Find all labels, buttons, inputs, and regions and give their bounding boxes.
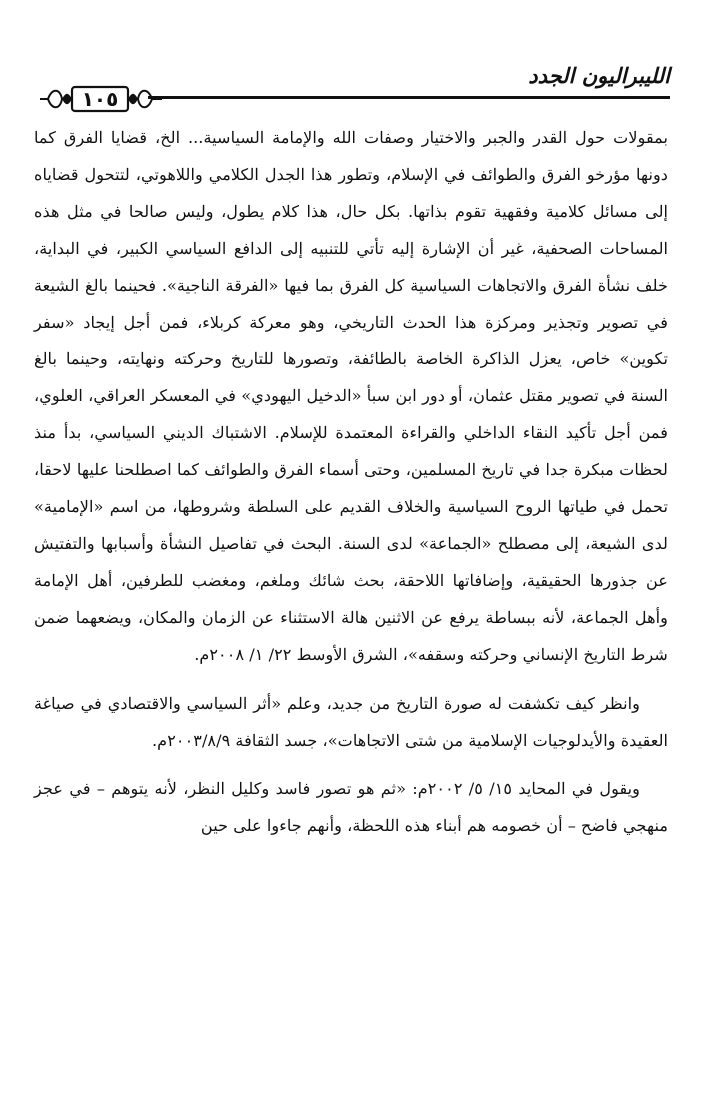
running-title: الليبراليون الجدد [528,64,670,88]
paragraph: بمقولات حول القدر والجبر والاختيار وصفات الله والإمامة السياسية... الخ، قضايا الفرق كما دونها مؤرخو الفرق والطوائف في الإسلام، وتطور هذا الجدل الكلامي واللاهوتي، لتتحول قضاياه إلى مسائل كلامية وفقهية تقوم بذاتها. بكل حال، هذا كلام يطول، وليس صالحا في مثل هذه المساحات الصحفية، غير أن الإشارة إليه تأتي للتنبيه إلى الدافع السياسي الكبير، في البداية، خلف نشأة الفرق والاتجاهات السياسية كل الفرق بما فيها «الفرقة الناجية». فحينما بالغ الشيعة في تصوير وتجذير ومركزة هذا الحدث التاريخي، وهو معركة كربلاء، فمن أجل إيجاد «سفر تكوين» خاص، يعزل الذاكرة الخاصة بالطائفة، وتصورها للتاريخ وحركته ونهايته، وحينما بالغ السنة في تصوير مقتل عثمان، أو دور ابن سبأ «الدخيل اليهودي» في المعسكر العراقي، العلوي، فمن أجل تأكيد النقاء الداخلي والقراءة المعتمدة للإسلام. الاشتباك الديني السياسي، بدأ منذ لحظات مبكرة جدا في تاريخ المسلمين، وحتى أسماء الفرق والطوائف كما اصطلحنا عليها لاحقا، تحمل في طياتها الروح السياسية والخلاف القديم على السلطة وشروطها، من اسم «الإمامية» لدى الشيعة، إلى مصطلح «الجماعة» لدى السنة. البحث في تفاصيل النشأة وأسبابها والتفتيش عن جذورها الحقيقية، وإضافاتها اللاحقة، بحث شائك وملغم، ومغضب للطرفين، أهل الإمامة وأهل الجماعة، لأنه ببساطة يرفع عن الاثنين هالة الاستثناء عن الزمان والمكان، ويضعهما ضمن شرط التاريخ الإنساني وحركته وسقفه»، الشرق الأوسط ٢٢/ ١/ ٢٠٠٨م. [34,128,668,664]
paragraph: ويقول في المحايد ١٥/ ٥/ ٢٠٠٢م: «ثم هو تصور فاسد وكليل النظر، لأنه يتوهم – في عجز منهجي فاضح – أن خصومه هم أبناء هذه اللحظة، وأنهم جاءوا على حين [34,779,668,836]
page-number: ١٠٥ [81,87,119,111]
body-text [34,120,668,845]
page-header [30,58,670,114]
paragraph: وانظر كيف تكشفت له صورة التاريخ من جديد، وعلم «أثر السياسي والاقتصادي في صياغة العقيدة والأيدلوجيات الإسلامية من شتى الاتجاهات»، جسد الثقافة ٢٠٠٣/٨/٩م. [34,693,668,750]
header-rule [148,96,670,99]
